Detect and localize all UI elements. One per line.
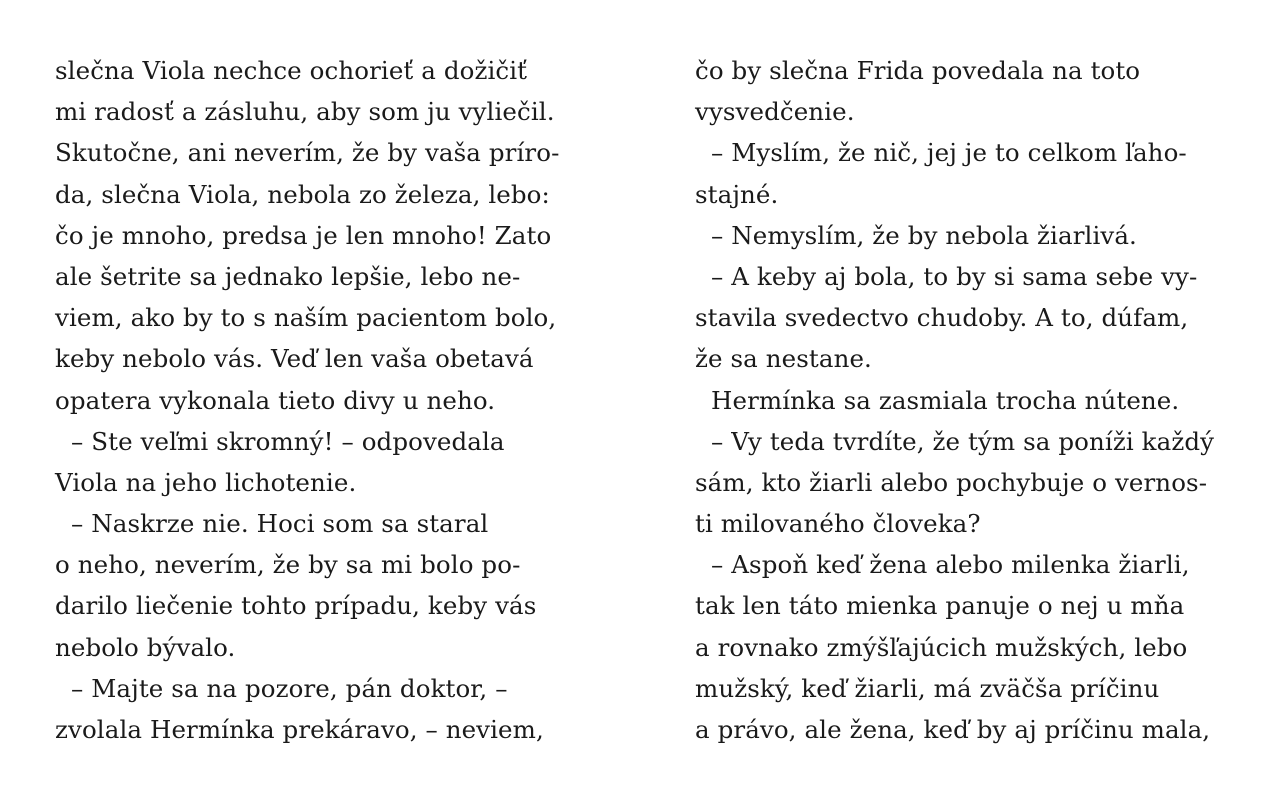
text-line: vysvedčenie. [695,97,855,127]
text-line: Viola na jeho lichotenie. [55,467,357,497]
text-line: stavila svedectvo chudoby. A to, dúfam, [695,303,1189,333]
left-page [55,50,595,750]
text-line: a rovnako zmýšľajúcich mužských, lebo [695,632,1188,662]
text-line: – Ste veľmi skromný! – odpovedala [71,426,505,456]
text-line: darilo liečenie tohto prípadu, keby vás [55,591,537,621]
text-line: – Myslím, že nič, jej je to celkom ľaho- [711,138,1187,168]
text-line: – Aspoň keď žena alebo milenka žiarli, [711,550,1190,580]
text-line: – Majte sa na pozore, pán doktor, – [71,673,508,703]
text-line: – Nemyslím, že by nebola žiarlivá. [711,220,1137,250]
text-line: ti milovaného človeka? [695,509,981,539]
text-line: keby nebolo vás. Veď len vaša obetavá [55,344,534,374]
text-line: – Naskrze nie. Hoci som sa staral [71,509,489,539]
right-page [695,50,1235,750]
text-line: a právo, ale žena, keď by aj príčinu mala, [695,715,1211,744]
text-line: čo by slečna Frida povedala na toto [695,56,1141,85]
text-line: tak len táto mienka panuje o nej u mňa [695,591,1185,621]
text-line: viem, ako by to s naším pacientom bolo, [55,303,557,333]
text-line: stajné. [695,179,779,209]
text-line: da, slečna Viola, nebola zo železa, lebo: [55,179,550,209]
text-line: nebolo bývalo. [55,632,236,662]
text-line: že sa nestane. [695,344,872,374]
text-line: ale šetrite sa jednako lepšie, lebo ne- [55,261,521,291]
text-line: zvolala Hermínka prekáravo, – neviem, [55,715,544,744]
text-line: opatera vykonala tieto divy u neho. [55,385,496,415]
text-line: – A keby aj bola, to by si sama sebe vy- [711,261,1198,291]
text-line: sám, kto žiarli alebo pochybuje o vernos- [695,467,1208,497]
text-line: mi radosť a zásluhu, aby som ju vyliečil. [55,97,555,127]
text-line: o neho, neverím, že by sa mi bolo po- [55,550,521,580]
text-line: Skutočne, ani neverím, že by vaša príro- [55,138,560,168]
text-line: – Vy teda tvrdíte, že tým sa poníži každý [711,426,1215,456]
text-line: Hermínka sa zasmiala trocha nútene. [711,385,1180,415]
text-line: slečna Viola nechce ochorieť a dožičiť [55,56,528,85]
text-line: mužský, keď žiarli, má zväčša príčinu [695,673,1160,703]
text-line: čo je mnoho, predsa je len mnoho! Zato [55,220,552,250]
